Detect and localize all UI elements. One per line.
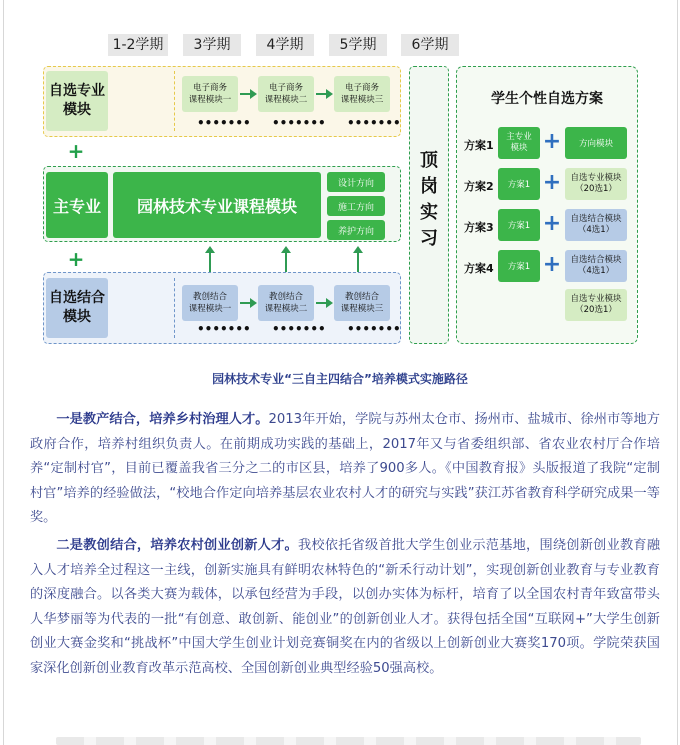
arrow-right [240, 302, 251, 304]
plan-item-a: 主专业 模块 [498, 127, 540, 159]
semester-label: 6学期 [401, 34, 459, 56]
plus-icon: + [67, 139, 85, 163]
paragraph-1-lead: 一是教产结合，培养乡村治理人才。 [56, 412, 269, 427]
plan-item-a: 方案1 [498, 209, 540, 241]
direction-maintenance: 养护方向 [327, 220, 385, 240]
ellipsis: ••••••• [272, 322, 326, 336]
semester-label: 3学期 [183, 34, 241, 56]
plan-name: 方案1 [464, 139, 494, 152]
direction-design: 设计方向 [327, 172, 385, 192]
ellipsis: ••••••• [347, 322, 401, 336]
plan-item-a: 方案1 [498, 250, 540, 282]
plan-item-b: 自选专业模块 （20选1） [565, 168, 627, 200]
ecommerce-module: 电子商务 课程模块一 [182, 76, 238, 112]
arrow-right [316, 302, 327, 304]
plus-icon: + [542, 252, 562, 277]
ellipsis: ••••••• [197, 322, 251, 336]
edu-module: 教创结合 课程模块一 [182, 285, 238, 321]
divider [174, 71, 175, 131]
paragraph-2-lead: 二是教创结合，培养农村创业创新人才。 [56, 538, 298, 553]
paragraph-1-body: 2013年开始，学院与苏州太仓市、扬州市、盐城市、徐州市等地方政府合作，培养村组织负责人。在前期成功实践的基础上，2017年又与省委组织部、省农业农村厅合作培养“定制村官”，目前已覆盖我省三分之二的市区县，培养了900多人。《中国教育报》头版报道了我院“定制村官”培养的经验做法，“校地合作定向培养基层农业农村人才的研究与实践”获江苏省教育科学研究成果一等奖。 [30, 412, 660, 525]
semester-label: 5学期 [329, 34, 387, 56]
plan-panel-title: 学生个性自选方案 [491, 91, 603, 107]
plan-extra-item: 自选专业模块 （20选1） [565, 289, 627, 321]
plan-name: 方案4 [464, 262, 494, 275]
internship-label: 顶 岗 实 习 [420, 150, 438, 249]
arrow-right [316, 93, 327, 95]
elective-module-label: 自选专业 模块 [46, 71, 108, 131]
plan-item-a: 方案1 [498, 168, 540, 200]
ecommerce-module: 电子商务 课程模块二 [258, 76, 314, 112]
divider [174, 278, 175, 338]
plan-name: 方案2 [464, 180, 494, 193]
ecommerce-module: 电子商务 课程模块三 [334, 76, 390, 112]
ellipsis: ••••••• [347, 116, 401, 130]
combo-module-label: 自选结合 模块 [46, 278, 108, 338]
plus-icon: + [542, 170, 562, 195]
ellipsis: ••••••• [197, 116, 251, 130]
plan-item-b: 方向模块 [565, 127, 627, 159]
plan-item-b: 自选结合模块 （4选1） [565, 250, 627, 282]
edu-module: 教创结合 课程模块三 [334, 285, 390, 321]
plus-icon: + [67, 247, 85, 271]
figure-caption: 园林技术专业“三自主四结合”培养模式实施路径 [212, 372, 468, 386]
paragraph-2-body: 我校依托省级首批大学生创业示范基地，围绕创新创业教育融入人才培养全过程这一主线，创新实施具有鲜明农林特色的“新禾行动计划”，实现创新创业教育与专业教育的深度融合。以各类大赛为载体，以承包经营为手段，以创办实体为标杆，培育了以全国农村青年致富带头人华梦丽等为代表的一批“有创意、敢创新、能创业”的创新创业人才。获得包括全国“互联网+”大学生创新创业大赛金奖和“挑战杯”中国大学生创业计划竞赛铜奖在内的省级以上创新创业大赛奖170项。学院荣获国家深化创新创业教育改革示范高校、全国创新创业典型经验50强高校。 [30, 538, 661, 676]
paragraph-1 [30, 408, 660, 530]
next-content-cutoff [56, 737, 641, 745]
semester-label: 1-2学期 [108, 34, 168, 56]
major-label: 主专业 [46, 172, 108, 238]
core-course-module: 园林技术专业课程模块 [113, 172, 321, 238]
plus-icon: + [542, 129, 562, 154]
semester-label: 4学期 [256, 34, 314, 56]
direction-construction: 施工方向 [327, 196, 385, 216]
ellipsis: ••••••• [272, 116, 326, 130]
arrow-right [240, 93, 251, 95]
paragraph-2 [30, 534, 660, 706]
plus-icon: + [542, 211, 562, 236]
edu-module: 教创结合 课程模块二 [258, 285, 314, 321]
plan-item-b: 自选结合模块 （4选1） [565, 209, 627, 241]
plan-name: 方案3 [464, 221, 494, 234]
